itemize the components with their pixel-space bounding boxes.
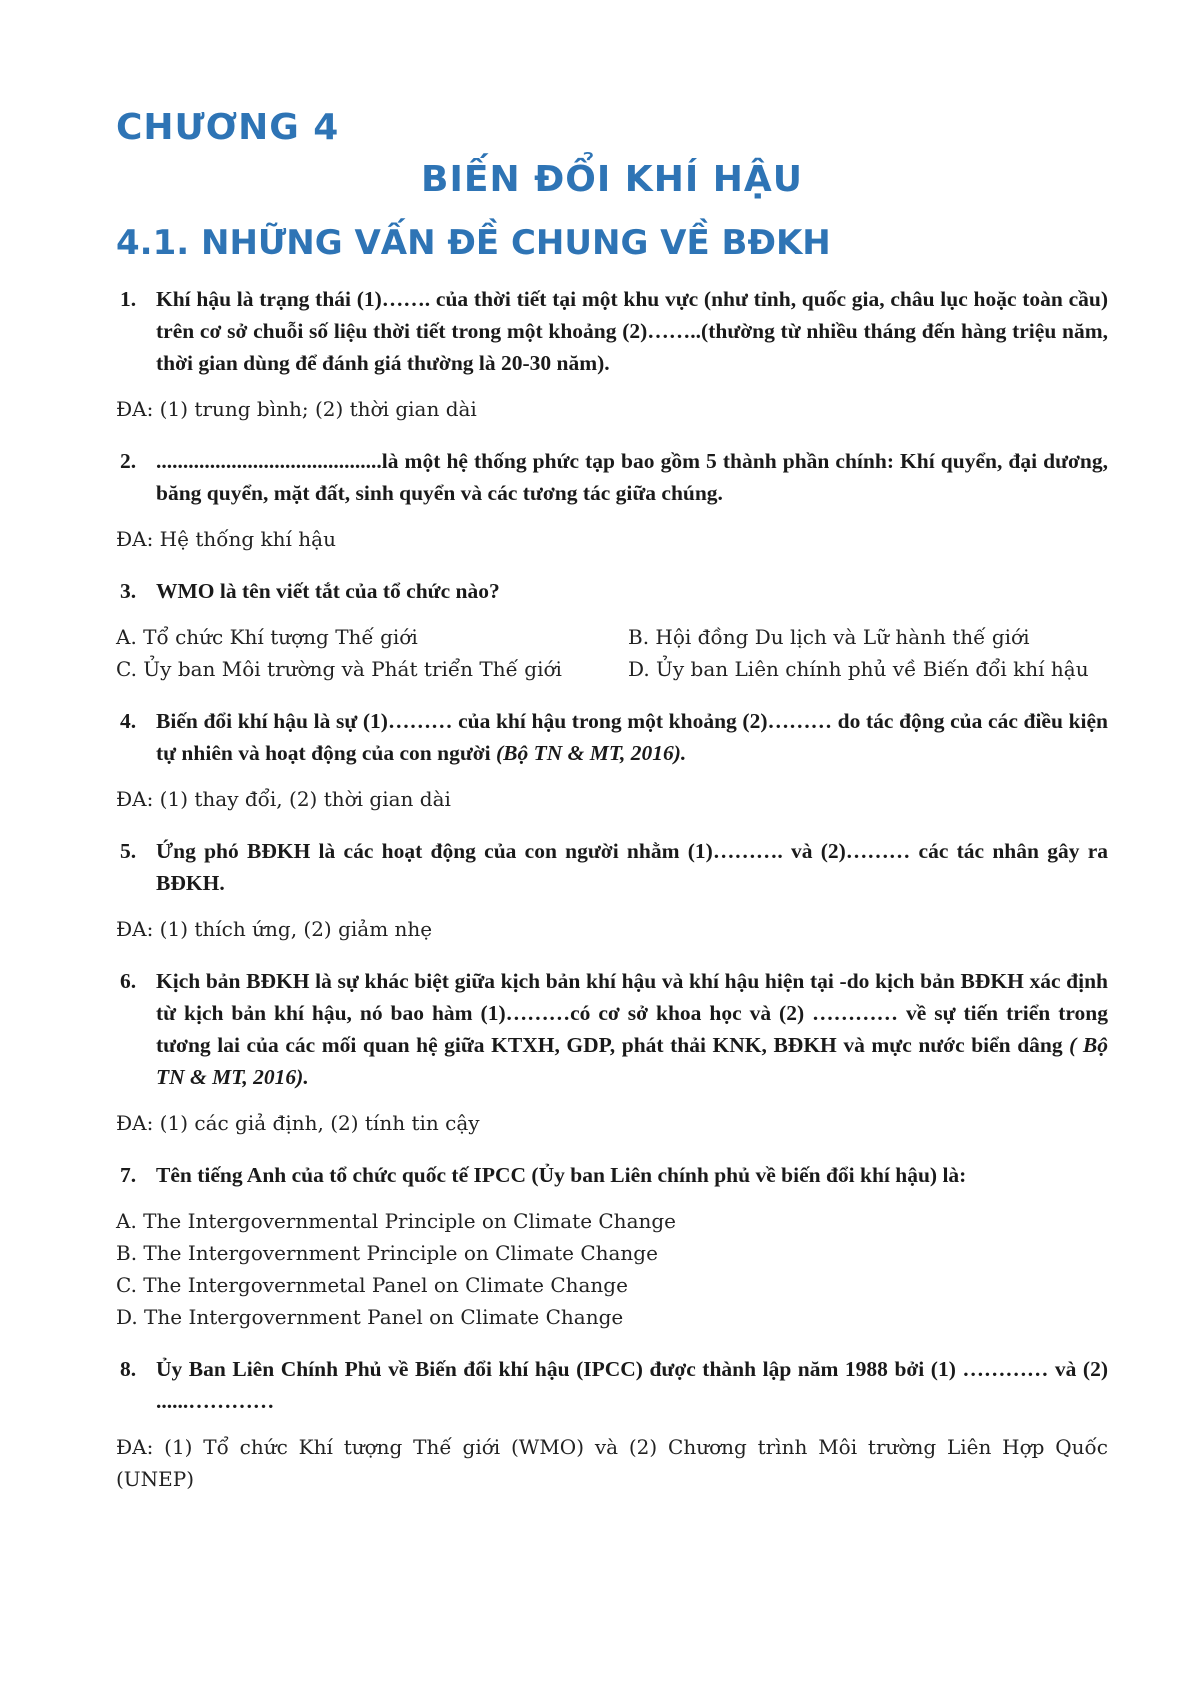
question-text: Biến đổi khí hậu là sự (1)……… của khí hậu trong một khoảng (2)……… do tác động của các điều kiện tự nhiên và hoạt động của con người xyxy=(156,708,1108,765)
option-c: C. The Intergovernmetal Panel on Climate Change xyxy=(116,1272,628,1297)
question-8 xyxy=(116,1353,1108,1417)
option-b: B. The Intergovernment Principle on Climate Change xyxy=(116,1240,658,1265)
answer-4: ĐA: (1) thay đổi, (2) thời gian dài xyxy=(116,786,451,811)
question-4 xyxy=(116,705,1108,769)
question-text: ..........................................là một hệ thống phức tạp bao gồm 5 thành phần chính: Khí quyển, đại dương, băng quyển, mặt đất, sinh quyển và các tương tác giữa chúng. xyxy=(156,448,1108,505)
question-text: Ủy Ban Liên Chính Phủ về Biến đổi khí hậu (IPCC) được thành lập năm 1988 bởi (1) ………… và (2) ......………… xyxy=(156,1356,1108,1413)
options-3 xyxy=(116,621,1108,685)
question-text-wrap xyxy=(156,705,1108,769)
question-2 xyxy=(116,445,1108,509)
question-text: Ứng phó BĐKH là các hoạt động của con người nhằm (1)………. và (2)……… các tác nhân gây ra BĐKH. xyxy=(156,838,1108,895)
option-c: C. Ủy ban Môi trường và Phát triển Thế giới xyxy=(116,656,562,681)
options-7 xyxy=(116,1205,1108,1333)
section-heading: 4.1. NHỮNG VẤN ĐỀ CHUNG VỀ BĐKH xyxy=(116,223,831,264)
chapter-title: BIẾN ĐỔI KHÍ HẬU xyxy=(421,158,803,200)
citation: ( Bộ TN & MT, 2016). xyxy=(156,1032,1108,1089)
question-number: 1. xyxy=(120,286,137,311)
question-text: WMO là tên viết tắt của tổ chức nào? xyxy=(156,578,500,603)
question-number: 2. xyxy=(120,448,137,473)
question-5 xyxy=(116,835,1108,899)
question-7 xyxy=(116,1159,1108,1191)
answer-5: ĐA: (1) thích ứng, (2) giảm nhẹ xyxy=(116,916,433,941)
chapter-heading: CHƯƠNG 4 xyxy=(116,107,340,148)
option-d: D. Ủy ban Liên chính phủ về Biến đổi khí hậu xyxy=(628,656,1089,681)
question-text: Khí hậu là trạng thái (1)……. của thời tiết tại một khu vực (như tỉnh, quốc gia, châu lục hoặc toàn cầu) trên cơ sở chuỗi số liệu thời tiết trong một khoảng (2)……..(thường từ nhiều tháng đến hàng triệu năm, thời gian dùng để đánh giá thường là 20-30 năm). xyxy=(156,286,1108,375)
option-a: A. The Intergovernmental Principle on Climate Change xyxy=(116,1208,677,1233)
question-number: 5. xyxy=(120,838,137,863)
question-3 xyxy=(116,575,1108,607)
question-number: 7. xyxy=(120,1162,137,1187)
option-b: B. Hội đồng Du lịch và Lữ hành thế giới xyxy=(628,624,1030,649)
answer-1: ĐA: (1) trung bình; (2) thời gian dài xyxy=(116,396,477,421)
option-a: A. Tổ chức Khí tượng Thế giới xyxy=(116,624,418,649)
answer-6: ĐA: (1) các giả định, (2) tính tin cậy xyxy=(116,1110,480,1135)
question-number: 8. xyxy=(120,1356,137,1381)
question-number: 4. xyxy=(120,708,137,733)
answer-8: ĐA: (1) Tổ chức Khí tượng Thế giới (WMO) và (2) Chương trình Môi trường Liên Hợp Quốc (UNEP) xyxy=(116,1434,1108,1491)
answer-2: ĐA: Hệ thống khí hậu xyxy=(116,526,336,551)
option-d: D. The Intergovernment Panel on Climate Change xyxy=(116,1304,624,1329)
question-text: Kịch bản BĐKH là sự khác biệt giữa kịch bản khí hậu và khí hậu hiện tại -do kịch bản BĐKH xác định từ kịch bản khí hậu, nó bao hàm (1)………có cơ sở khoa học và (2) ………… về sự tiến triển trong tương lai của các mối quan hệ giữa KTXH, GDP, phát thải KNK, BĐKH và mực nước biển dâng xyxy=(156,968,1108,1057)
question-1 xyxy=(116,283,1108,379)
question-number: 6. xyxy=(120,968,137,993)
citation: (Bộ TN & MT, 2016). xyxy=(495,740,687,765)
question-6 xyxy=(116,965,1108,1093)
question-text-wrap xyxy=(156,965,1108,1093)
document-page xyxy=(116,108,1108,1495)
question-text: Tên tiếng Anh của tổ chức quốc tế IPCC (Ủy ban Liên chính phủ về biến đổi khí hậu) là: xyxy=(156,1162,967,1187)
question-number: 3. xyxy=(120,578,137,603)
